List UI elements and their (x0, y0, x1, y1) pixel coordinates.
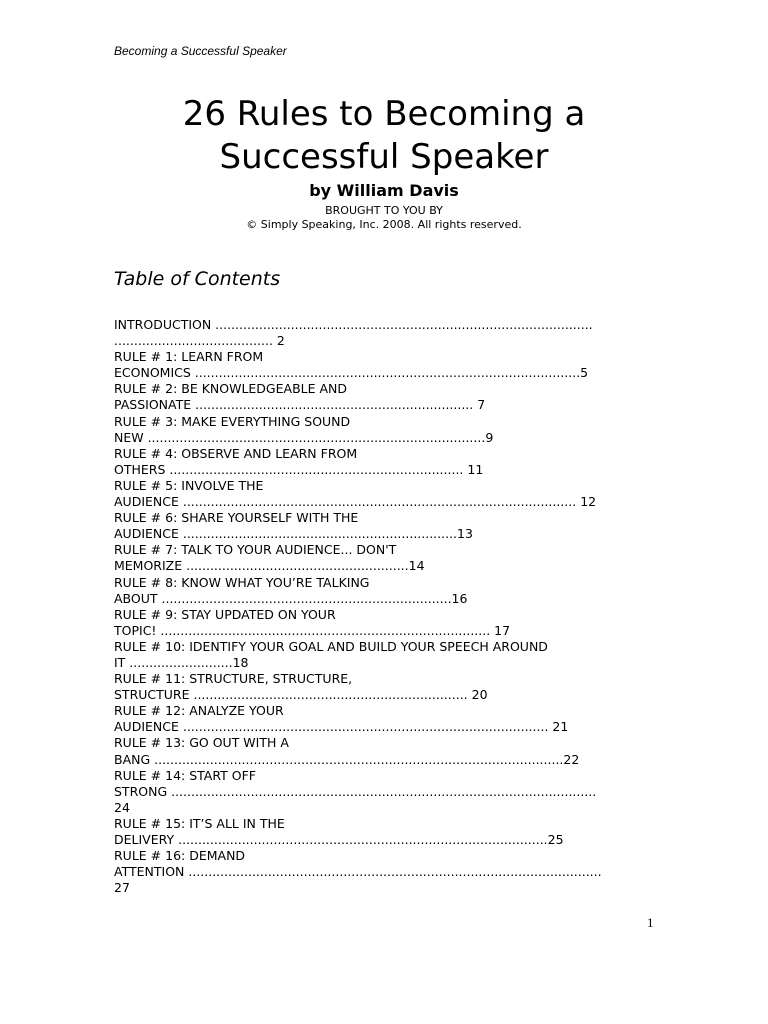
toc-line[interactable]: RULE # 13: GO OUT WITH A (114, 735, 289, 751)
toc-line[interactable]: RULE # 2: BE KNOWLEDGEABLE AND (114, 381, 348, 397)
toc-line[interactable]: ABOUT .........................................................................16 (114, 590, 468, 606)
toc-line[interactable]: MEMORIZE ........................................................14 (114, 558, 425, 574)
toc-line[interactable]: RULE # 10: IDENTIFY YOUR GOAL AND BUILD YOUR SPEECH AROUND (114, 638, 548, 654)
toc-line[interactable]: RULE # 4: OBSERVE AND LEARN FROM (114, 445, 358, 461)
toc-line[interactable]: RULE # 3: MAKE EVERYTHING SOUND (114, 413, 351, 429)
toc-line[interactable]: ........................................ 2 (114, 333, 285, 349)
brought-to-you-by: BROUGHT TO YOU BY (325, 204, 443, 217)
toc-line[interactable]: AUDIENCE ............................................................................................ 21 (114, 719, 569, 735)
page-number: 1 (647, 915, 654, 930)
toc-line[interactable]: TOPIC! ................................................................................... 17 (114, 622, 511, 638)
toc-line[interactable]: STRONG ........................................................................................................... (114, 783, 597, 799)
author-byline: by William Davis (309, 181, 459, 200)
document-title (0, 93, 768, 179)
toc-line[interactable]: RULE # 1: LEARN FROM (114, 349, 264, 365)
toc-line[interactable]: INTRODUCTION ............................................................................................... (114, 317, 593, 332)
toc-line[interactable]: RULE # 14: START OFF (114, 767, 256, 783)
toc-line[interactable]: BANG .......................................................................................................22 (114, 751, 580, 767)
toc-line[interactable]: RULE # 6: SHARE YOURSELF WITH THE (114, 510, 359, 526)
toc-line[interactable]: DELIVERY .............................................................................................25 (114, 832, 564, 847)
toc-line[interactable]: RULE # 15: IT’S ALL IN THE (114, 815, 285, 831)
toc-line[interactable]: STRUCTURE ..................................................................... 20 (114, 687, 488, 703)
toc-line[interactable]: AUDIENCE ................................................................................................... 12 (114, 494, 597, 510)
toc-line[interactable]: RULE # 5: INVOLVE THE (114, 477, 264, 493)
toc-line[interactable]: 27 (114, 880, 130, 896)
copyright-notice: © Simply Speaking, Inc. 2008. All rights reserved. (246, 218, 522, 231)
table-of-contents (114, 317, 659, 896)
running-header: Becoming a Successful Speaker (114, 44, 287, 58)
toc-line[interactable]: PASSIONATE ...................................................................... 7 (114, 397, 486, 413)
toc-line[interactable]: RULE # 7: TALK TO YOUR AUDIENCE... DON'T (114, 542, 397, 558)
toc-line[interactable]: ECONOMICS .................................................................................................5 (114, 365, 589, 381)
toc-line[interactable]: RULE # 11: STRUCTURE, STRUCTURE, (114, 671, 353, 687)
toc-line[interactable]: RULE # 16: DEMAND (114, 848, 246, 864)
toc-line[interactable]: ATTENTION ........................................................................................................ (114, 864, 602, 880)
toc-line[interactable]: RULE # 9: STAY UPDATED ON YOUR (114, 606, 336, 622)
title-line-2: Successful Speaker (219, 137, 549, 177)
toc-line[interactable]: RULE # 12: ANALYZE YOUR (114, 703, 284, 719)
title-line-1: 26 Rules to Becoming a (182, 94, 586, 134)
toc-line[interactable]: AUDIENCE .....................................................................13 (114, 526, 473, 542)
toc-line[interactable]: IT ..........................18 (114, 654, 249, 670)
toc-line[interactable]: 24 (114, 799, 130, 815)
toc-line[interactable]: NEW .....................................................................................9 (114, 429, 494, 445)
toc-line[interactable]: OTHERS .......................................................................... 11 (114, 461, 484, 477)
toc-line[interactable]: RULE # 8: KNOW WHAT YOU’RE TALKING (114, 574, 370, 590)
toc-heading: Table of Contents (114, 268, 281, 290)
